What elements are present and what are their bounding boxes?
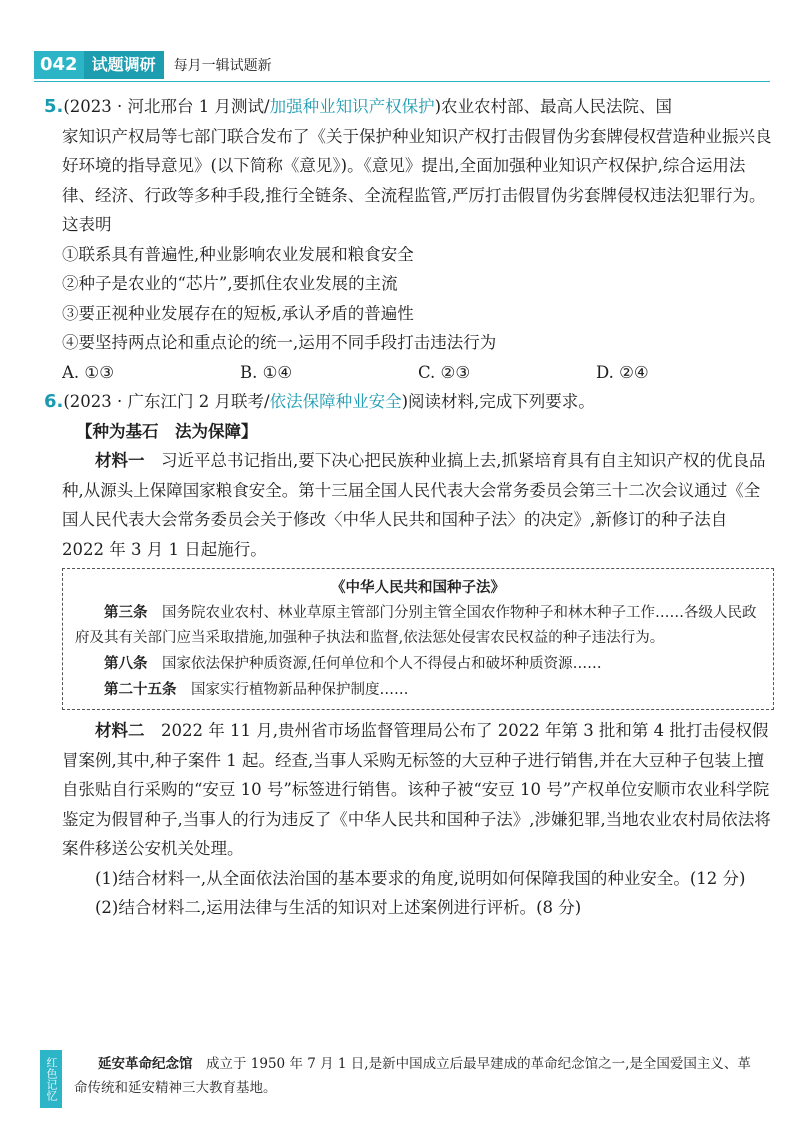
question-6-stem: 6.(2023 · 广东江门 2 月联考/依法保障种业安全)阅读材料,完成下列要求。 xyxy=(44,391,595,412)
requirement-2: (2)结合材料二,运用法律与生活的知识对上述案例进行评析。(8 分) xyxy=(95,898,582,917)
question-5-option-1: ①联系具有普遍性,种业影响农业发展和粮食安全 xyxy=(62,244,414,264)
material-2: 材料二 2022 年 11 月,贵州省市场监督管理局公布了 2022 年第 3 批和第 4 批打击侵权假冒案例,其中,种子案件 1 起。经查,当事人采购无标签的大豆种子进行销售,并在大豆种子包装上擅自张贴自行采购的“安豆 10 号”标签进行销售。该种子被“安豆 10 号”产权单位安顺市农业科学院鉴定为假冒种子,当事人的行为违反了《中华人民共和国种子法》,涉嫌犯罪,当地农业农村局依法将案件移送公安机关处理。 xyxy=(62,721,771,858)
question-5-option-3: ③要正视种业发展存在的短板,承认矛盾的普遍性 xyxy=(62,303,414,323)
page-header xyxy=(34,50,272,80)
footer-text: 成立于 1950 年 7 月 1 日,是新中国成立后最早建成的革命纪念馆之一,是全国爱国主义、革命传统和延安精神三大教育基地。 xyxy=(74,1056,751,1096)
section-tag: 试题调研 xyxy=(84,51,164,79)
choice-c: C. ②③ xyxy=(418,362,471,382)
choice-b: B. ①④ xyxy=(240,362,293,382)
material-1: 材料一 习近平总书记指出,要下决心把民族种业搞上去,抓紧培育具有自主知识产权的优良品种,从源头上保障国家粮食安全。第十三届全国人民代表大会常务委员会第三十二次会议通过《全国人民代表大会常务委员会关于修改〈中华人民共和国种子法〉的决定》,新修订的种子法自 2022 年 3 月 1 日起施行。 xyxy=(62,451,766,559)
choice-d: D. ②④ xyxy=(596,362,649,382)
question-6-box-title: 【种为基石 法为保障】 xyxy=(76,421,258,441)
law-article-25: 第二十五条 国家实行植物新品种保护制度…… xyxy=(104,681,409,698)
law-excerpt-box xyxy=(62,568,774,710)
question-5-stem: 5.(2023 · 河北邢台 1 月测试/加强种业知识产权保护)农业农村部、最高人民法院、国 xyxy=(44,96,673,117)
material-2-label: 材料二 xyxy=(95,721,145,740)
header-divider xyxy=(34,81,770,82)
page-content xyxy=(44,92,774,923)
question-5-number: 5. xyxy=(44,96,64,117)
footer-tag: 红色记忆 xyxy=(40,1050,62,1108)
requirement-1: (1)结合材料一,从全面依法治国的基本要求的角度,说明如何保障我国的种业安全。(12 分) xyxy=(95,868,746,888)
question-5-choices xyxy=(62,358,774,388)
header-subtitle: 每月一辑试题新 xyxy=(173,58,272,74)
law-title: 《中华人民共和国种子法》 xyxy=(331,579,505,596)
question-5-option-4: ④要坚持两点论和重点论的统一,运用不同手段打击违法行为 xyxy=(62,333,497,352)
footer-note xyxy=(74,1052,764,1100)
material-1-label: 材料一 xyxy=(95,451,145,470)
choice-a: A. ①③ xyxy=(62,362,114,382)
page-number: 042 xyxy=(34,51,84,79)
footer-title: 延安革命纪念馆 xyxy=(98,1056,193,1072)
law-article-3: 第三条 国务院农业农村、林业草原主管部门分别主管全国农作物种子和林木种子工作……各级人民政府及其有关部门应当采取措施,加强种子执法和监督,依法惩处侵害农民权益的种子违法行为。 xyxy=(75,604,757,646)
question-5-option-2: ②种子是农业的“芯片”,要抓住农业发展的主流 xyxy=(62,274,398,293)
law-article-8: 第八条 国家依法保护种质资源,任何单位和个人不得侵占和破坏种质资源…… xyxy=(104,655,602,672)
question-6-number: 6. xyxy=(44,391,64,412)
question-5-stem-body: 家知识产权局等七部门联合发布了《关于保护种业知识产权打击假冒伪劣套牌侵权营造种业振兴良好环境的指导意见》(以下简称《意见》)。《意见》提出,全面加强种业知识产权保护,综合运用法律、经济、行政等多种手段,推行全链条、全流程监管,严厉打击假冒伪劣套牌侵权违法犯罪行为。这表明 xyxy=(62,126,772,234)
question-6-topic: 依法保障种业安全 xyxy=(269,392,402,411)
question-5-topic: 加强种业知识产权保护 xyxy=(269,97,435,116)
